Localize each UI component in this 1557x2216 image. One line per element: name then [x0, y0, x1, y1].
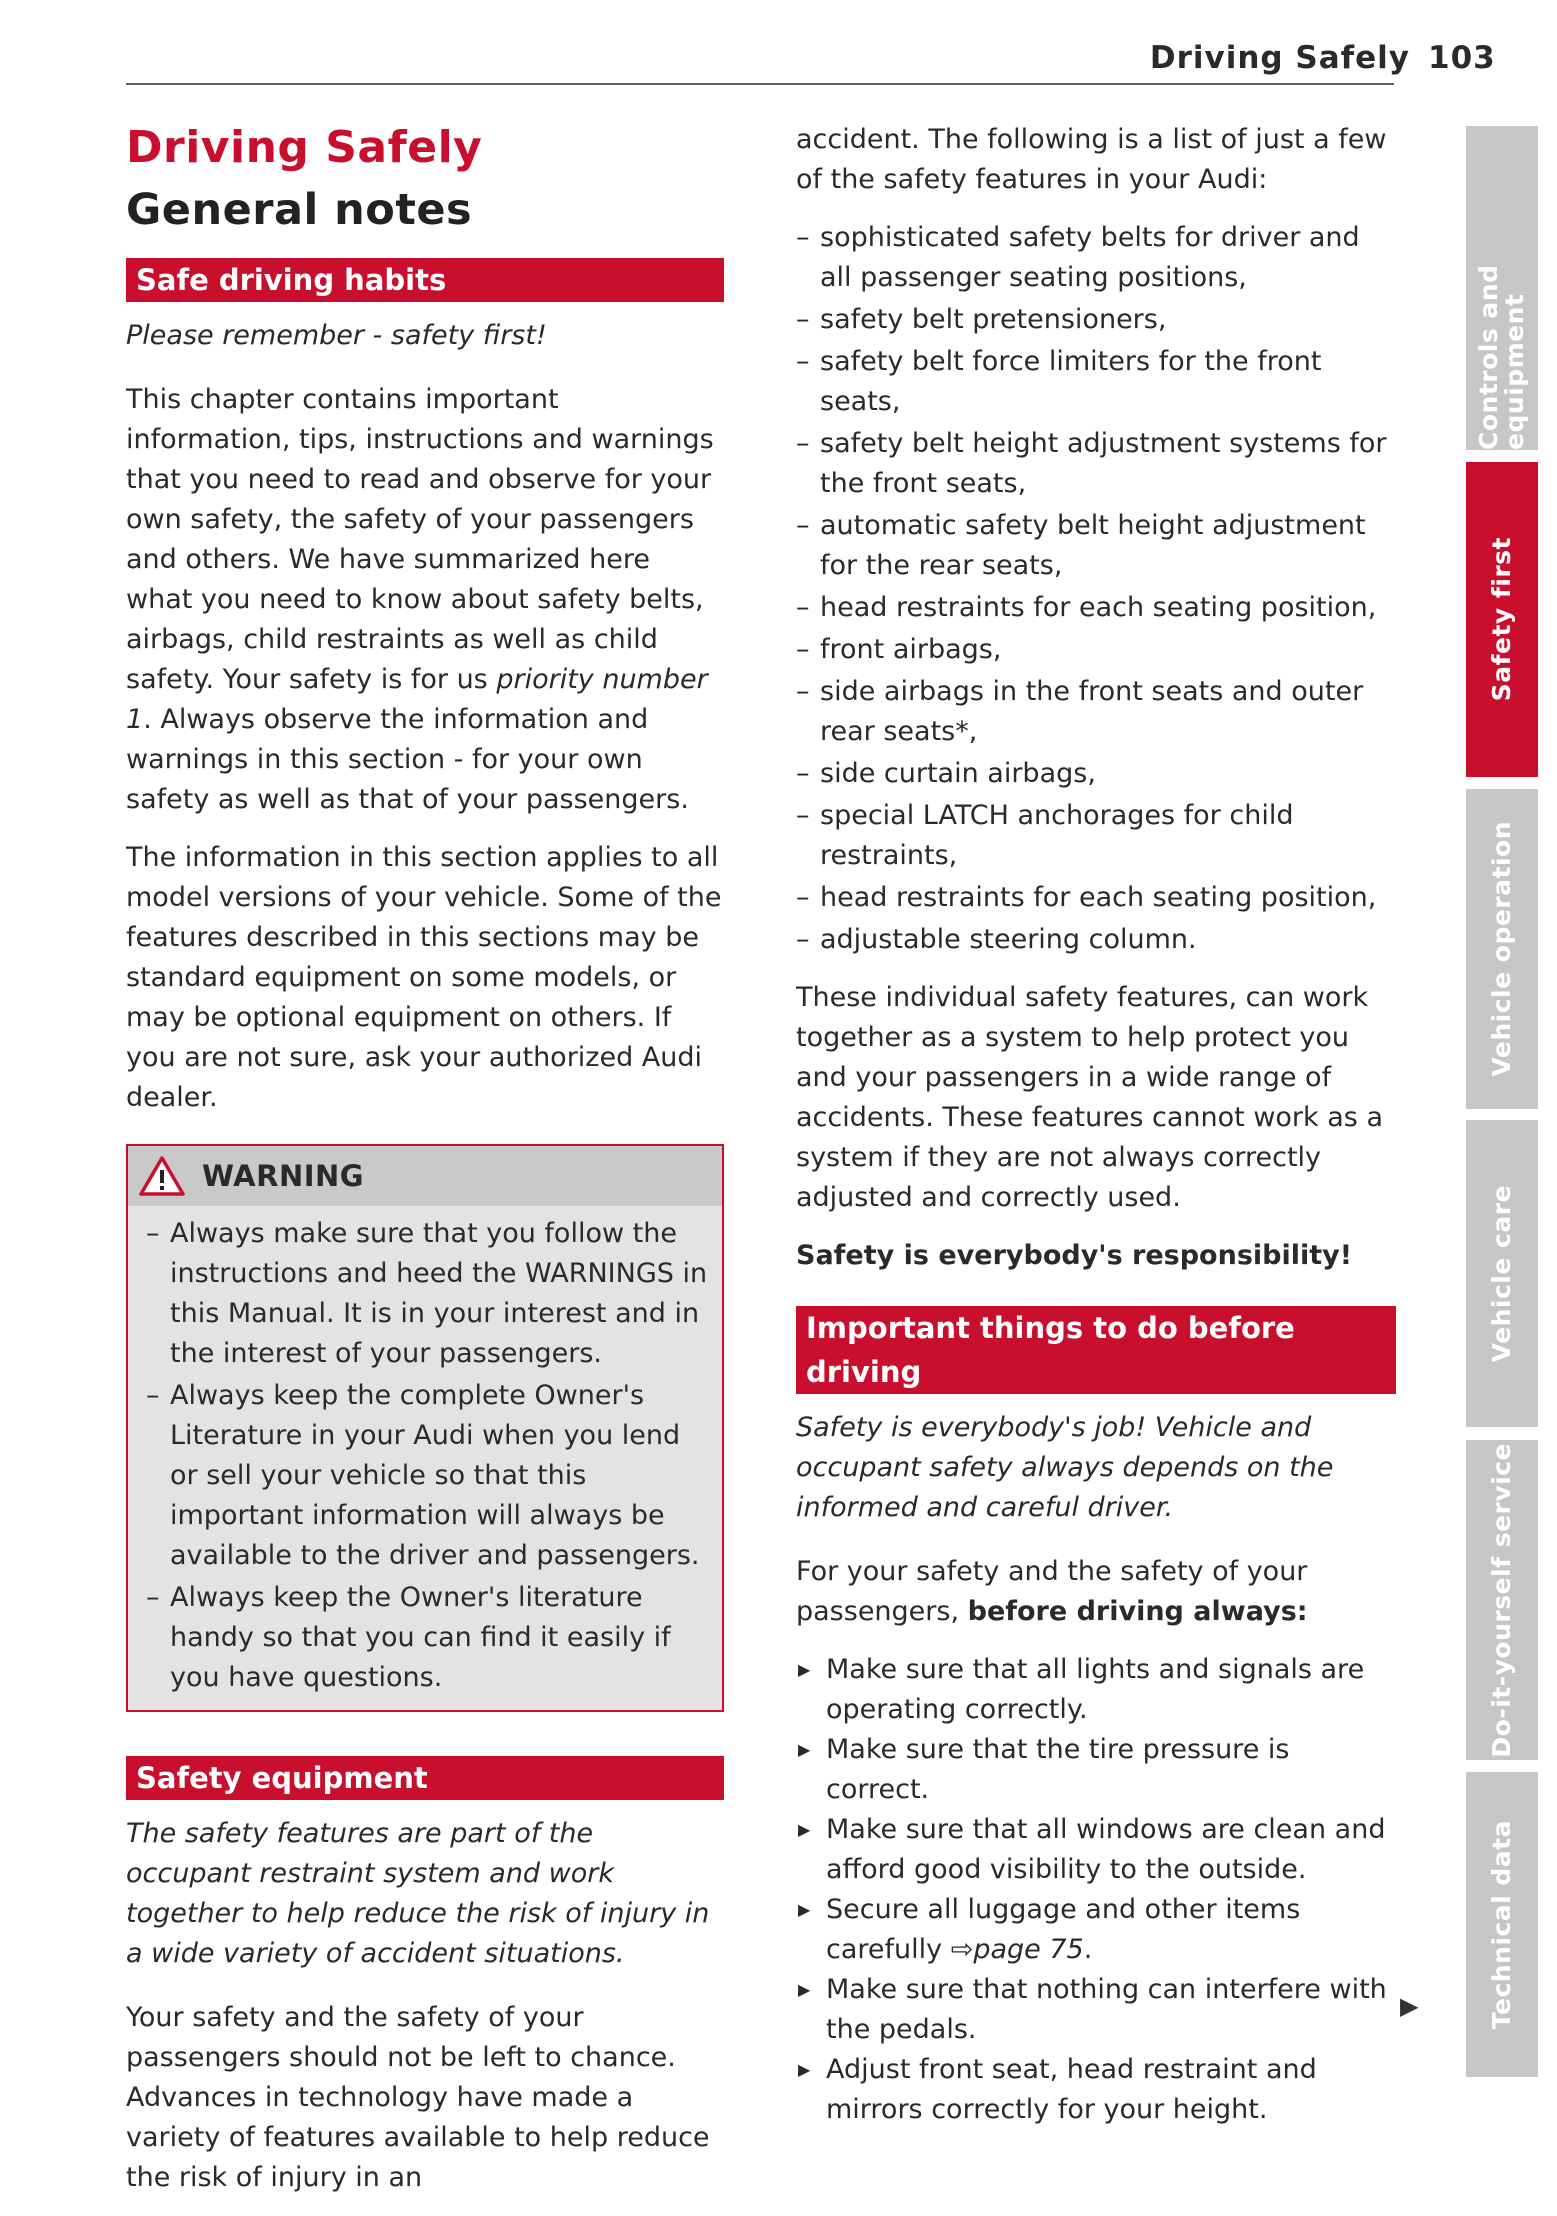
- list-item: – automatic safety belt height adjustment for the rear seats,: [796, 506, 1396, 586]
- tab-technical-data[interactable]: Technical data: [1466, 1772, 1538, 2077]
- warning-header: [128, 1146, 722, 1206]
- subsection-heading-safe-driving: Safe driving habits: [126, 258, 724, 302]
- tab-safety-first[interactable]: Safety first: [1466, 462, 1538, 777]
- responsibility-note: Safety is everybody's responsibility!: [796, 1240, 1353, 1271]
- paragraph: This chapter contains important information, tips, instructions and warnings that you need to read and observe for your own safety, the safety of your passengers and others. We have summarized here what you need to know about safety belts, airbags, child restraints as well as child safety. Your safety is for us priority number 1. Always observe the information and warnings in this section - for your own safety as well as that of your passengers.: [126, 384, 714, 815]
- subsection-heading-safety-equipment: Safety equipment: [126, 1756, 724, 1800]
- paragraph: The information in this section applies to all model versions of your vehicle. Some of the features described in this sections may be standard equipment on some models, or may be optional equipment on others. If you are not sure, ask your authorized Audi dealer.: [126, 842, 722, 1113]
- list-item: – safety belt force limiters for the front seats,: [796, 342, 1396, 422]
- intro-text: Safety is everybody's job! Vehicle and occupant safety always depends on the informed and careful driver.: [796, 1412, 1334, 1523]
- list-item: – front airbags,: [796, 630, 1396, 670]
- safety-features-list: [796, 218, 1396, 960]
- list-item: – sophisticated safety belts for driver and all passenger seating positions,: [796, 218, 1396, 298]
- list-item: – adjustable steering column.: [796, 920, 1396, 960]
- tab-vehicle-operation[interactable]: Vehicle operation: [1466, 789, 1538, 1109]
- list-item: ▶ Make sure that all lights and signals are operating correctly.: [796, 1650, 1396, 1730]
- warning-label: WARNING: [202, 1159, 365, 1193]
- list-item: – special LATCH anchorages for child restraints,: [796, 796, 1396, 876]
- list-item: – side airbags in the front seats and outer rear seats*,: [796, 672, 1396, 752]
- list-item: – Always make sure that you follow the instructions and heed the WARNINGS in this Manual. It is in your interest and in the interest of your passengers.: [146, 1214, 714, 1374]
- list-item: – safety belt height adjustment systems for the front seats,: [796, 424, 1396, 504]
- tab-do-it-yourself-service[interactable]: Do-it-yourself service: [1466, 1440, 1538, 1760]
- section-title: General notes: [126, 185, 473, 235]
- intro-text: The safety features are part of the occupant restraint system and work together to help reduce the risk of injury in a wide variety of accident situations.: [126, 1818, 710, 1969]
- header-title: Driving Safely: [1149, 40, 1410, 76]
- page-reference-link[interactable]: ⇨page 75: [950, 1934, 1084, 1965]
- list-item: – head restraints for each seating position,: [796, 878, 1396, 918]
- chapter-title: Driving Safely: [126, 122, 483, 173]
- paragraph: These individual safety features, can work together as a system to help protect you and your passengers in a wide range of accidents. These features cannot work as a system if they are not always correctly adjusted and correctly used.: [796, 982, 1383, 1213]
- intro-text: Please remember - safety first!: [126, 320, 547, 351]
- subsection-heading-before-driving: Important things to do before driving: [796, 1306, 1396, 1394]
- list-item: – Always keep the Owner's literature handy so that you can find it easily if you have questions.: [146, 1578, 714, 1698]
- tab-controls-and-equipment[interactable]: Controls and equipment: [1466, 126, 1538, 450]
- paragraph: Your safety and the safety of your passengers should not be left to chance. Advances in technology have made a variety of features available to help reduce the risk of injury in an: [126, 2002, 710, 2193]
- warning-list: [146, 1214, 714, 1698]
- header-divider: [126, 83, 1394, 85]
- tab-vehicle-care[interactable]: Vehicle care: [1466, 1120, 1538, 1427]
- list-item: – safety belt pretensioners,: [796, 300, 1396, 340]
- continue-arrow-icon: ▶: [1400, 1992, 1419, 2020]
- paragraph: For your safety and the safety of your passengers, before driving always:: [796, 1556, 1308, 1627]
- list-item: – head restraints for each seating position,: [796, 588, 1396, 628]
- checklist: [796, 1650, 1396, 2130]
- list-item: ▶ Make sure that the tire pressure is correct.: [796, 1730, 1396, 1810]
- list-item: – Always keep the complete Owner's Literature in your Audi when you lend or sell your vehicle so that this important information will always be available to the driver and passengers.: [146, 1376, 714, 1576]
- left-column: [126, 120, 724, 2216]
- list-item: ▶ Make sure that nothing can interfere with the pedals.: [796, 1970, 1396, 2050]
- list-item: – side curtain airbags,: [796, 754, 1396, 794]
- paragraph: accident. The following is a list of just a few of the safety features in your Audi:: [796, 124, 1387, 195]
- warning-triangle-icon: [138, 1155, 186, 1197]
- page-number: 103: [1428, 40, 1496, 76]
- list-item: ▶ Make sure that all windows are clean and afford good visibility to the outside.: [796, 1810, 1396, 1890]
- warning-box: [126, 1144, 724, 1712]
- right-column: [796, 120, 1396, 2130]
- list-item: ▶ Adjust front seat, head restraint and mirrors correctly for your height.: [796, 2050, 1396, 2130]
- list-item: ▶ Secure all luggage and other items carefully ⇨page 75.: [796, 1890, 1396, 1970]
